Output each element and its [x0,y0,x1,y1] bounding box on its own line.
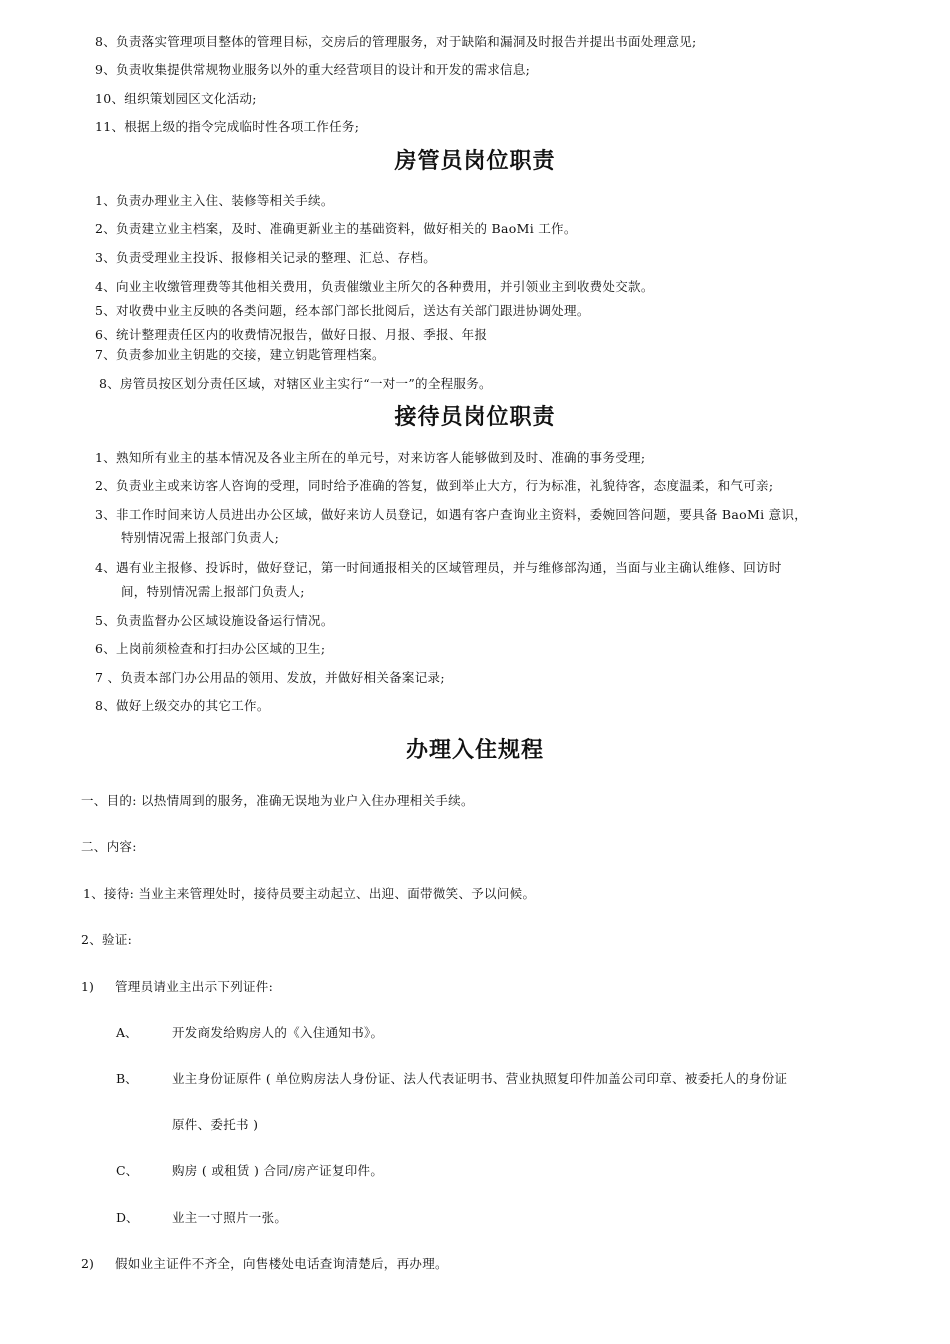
sub-item-text: 管理员请业主出示下列证件: [115,979,274,994]
paragraph-step-reception: 1、接待: 当业主来管理处时，接待员要主动起立、出迎、面带微笑、予以问候。 [83,886,536,901]
list-item: 6、上岗前须检查和打扫办公区域的卫生; [95,641,326,656]
list-item: 7、负责参加业主钥匙的交接，建立钥匙管理档案。 [95,347,385,362]
list-item-continuation: 间，特别情况需上报部门负责人; [121,584,305,599]
section-title-reception: 接待员岗位职责 [394,405,556,430]
list-item: 2、负责建立业主档案，及时、准确更新业主的基础资料，做好相关的 BaoMi 工作。 [95,221,577,236]
list-item: 3、负责受理业主投诉、报修相关记录的整理、汇总、存档。 [95,250,437,265]
list-item: 5、对收费中业主反映的各类问题，经本部门部长批阅后，送达有关部门跟进协调处理。 [95,303,590,318]
list-item: 1、熟知所有业主的基本情况及各业主所在的单元号，对来访客人能够做到及时、准确的事务受理; [95,450,646,465]
list-item: 4、向业主收缴管理费等其他相关费用，负责催缴业主所欠的各种费用，并引领业主到收费处交款。 [95,279,654,294]
sub-item-number: 1) [81,979,94,994]
paragraph-content-label: 二、内容: [81,839,137,854]
section-title-housing: 房管员岗位职责 [394,149,556,174]
doc-letter: C、 [116,1163,139,1178]
paragraph-purpose: 一、目的: 以热情周到的服务，准确无误地为业户入住办理相关手续。 [81,793,474,808]
sub-item-text: 假如业主证件不齐全，向售楼处电话查询清楚后，再办理。 [115,1256,448,1271]
list-item: 3、非工作时间来访人员进出办公区域，做好来访人员登记，如遇有客户查询业主资料，委婉回答问题，要具备 BaoMi 意识， [95,507,808,522]
paragraph-step-verify: 2、验证: [81,932,133,947]
list-item: 8、房管员按区划分责任区域，对辖区业主实行“一对一”的全程服务。 [99,376,492,391]
doc-letter: B、 [116,1071,138,1086]
list-item: 2、负责业主或来访客人咨询的受理，同时给予准确的答复，做到举止大方，行为标准，礼貌待客，态度温柔，和气可亲; [95,478,774,493]
doc-text: 购房 ( 或租赁 ) 合同/房产证复印件。 [172,1163,384,1178]
list-item-continuation: 特别情况需上报部门负责人; [121,530,280,545]
doc-text-continuation: 原件、委托书 ) [172,1117,259,1132]
doc-letter: D、 [116,1210,139,1225]
list-item: 1、负责办理业主入住、装修等相关手续。 [95,193,334,208]
doc-text: 业主一寸照片一张。 [172,1210,288,1225]
doc-letter: A、 [116,1025,138,1040]
list-item: 4、遇有业主报修、投诉时，做好登记，第一时间通报相关的区域管理员，并与维修部沟通，当面与业主确认维修、回访时 [95,560,782,575]
list-item: 6、统计整理责任区内的收费情况报告，做好日报、月报、季报、年报 [95,327,488,342]
doc-text: 开发商发给购房人的《入住通知书》。 [172,1025,384,1040]
section-title-checkin: 办理入住规程 [405,738,544,763]
doc-text: 业主身份证原件 ( 单位购房法人身份证、法人代表证明书、营业执照复印件加盖公司印章、被委托人的身份证 [172,1071,788,1086]
sub-item-number: 2) [81,1256,94,1271]
list-item: 8、负责落实管理项目整体的管理目标，交房后的管理服务，对于缺陷和漏洞及时报告并提出书面处理意见; [95,34,697,49]
list-item: 8、做好上级交办的其它工作。 [95,698,270,713]
list-item: 11、根据上级的指令完成临时性各项工作任务; [95,119,360,134]
list-item: 7 、负责本部门办公用品的领用、发放，并做好相关备案记录; [95,670,445,685]
list-item: 10、组织策划园区文化活动; [95,91,257,106]
list-item: 5、负责监督办公区域设施设备运行情况。 [95,613,334,628]
list-item: 9、负责收集提供常规物业服务以外的重大经营项目的设计和开发的需求信息; [95,62,531,77]
